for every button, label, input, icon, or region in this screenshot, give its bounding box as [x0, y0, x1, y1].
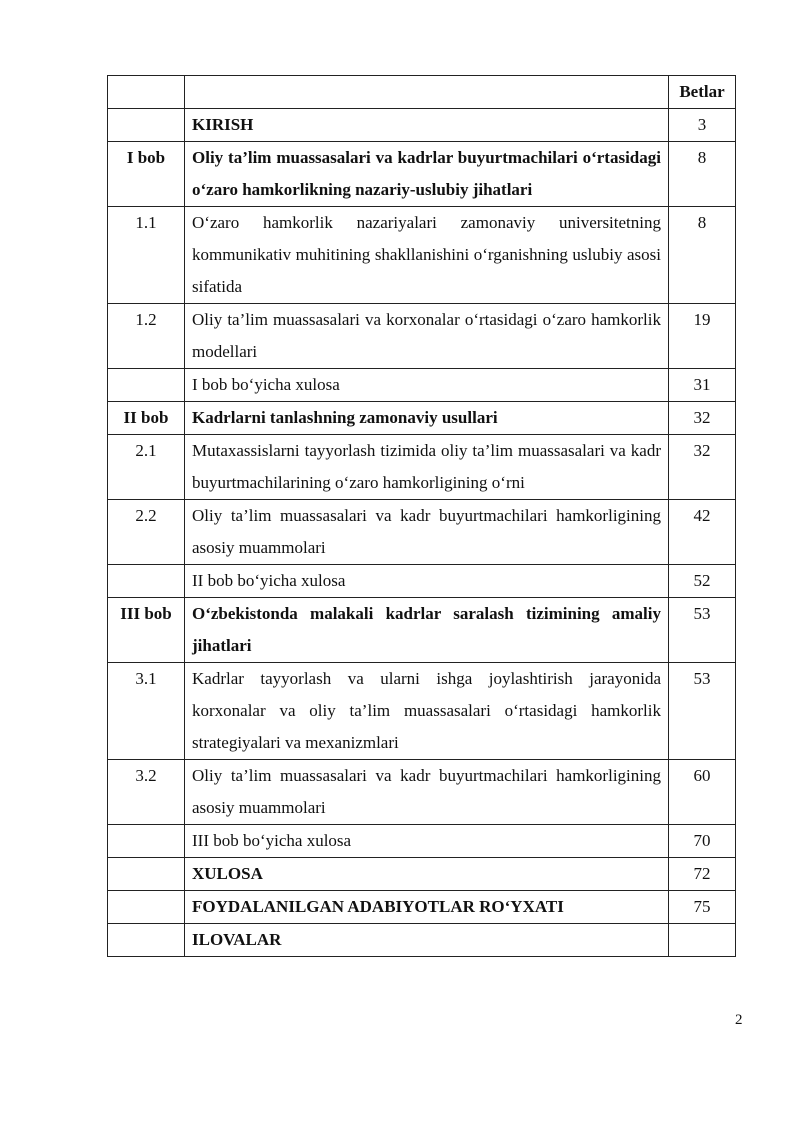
toc-entry-title: III bob bo‘yicha xulosa [185, 825, 669, 858]
toc-page-number: 19 [669, 304, 736, 369]
toc-entry-title: I bob bo‘yicha xulosa [185, 369, 669, 402]
toc-section-number: 3.2 [108, 760, 185, 825]
toc-page-number: 8 [669, 207, 736, 304]
toc-row [108, 598, 736, 663]
toc-section-number: 3.1 [108, 663, 185, 760]
toc-entry-title: Oliy ta’lim muassasalari va kadrlar buyurtmachilari o‘rtasidagi o‘zaro hamkorlikning nazariy-uslubiy jihatlari [185, 142, 669, 207]
toc-entry-title: Mutaxassislarni tayyorlash tizimida oliy ta’lim muassasalari va kadr buyurtmachilarining o‘zaro hamkorligining o‘rni [185, 435, 669, 500]
toc-section-number: 2.2 [108, 500, 185, 565]
toc-header-row [108, 76, 736, 109]
toc-section-number: 1.1 [108, 207, 185, 304]
toc-section-number [108, 109, 185, 142]
toc-row [108, 435, 736, 500]
toc-entry-title: Kadrlar tayyorlash va ularni ishga joylashtirish jarayonida korxonalar va oliy ta’lim muassasalari o‘rtasidagi hamkorlik strategiyalari va mexanizmlari [185, 663, 669, 760]
toc-body [108, 76, 736, 957]
toc-section-number [108, 858, 185, 891]
toc-section-number [108, 891, 185, 924]
header-pages-label: Betlar [669, 76, 736, 109]
toc-row [108, 891, 736, 924]
toc-page-number: 75 [669, 891, 736, 924]
toc-page-number: 42 [669, 500, 736, 565]
toc-page-number [669, 924, 736, 957]
toc-row [108, 924, 736, 957]
header-title-cell [185, 76, 669, 109]
toc-row [108, 402, 736, 435]
page-number: 2 [735, 1012, 743, 1028]
toc-page-number: 8 [669, 142, 736, 207]
toc-entry-title: FOYDALANILGAN ADABIYOTLAR RO‘YXATI [185, 891, 669, 924]
toc-section-number: I bob [108, 142, 185, 207]
toc-section-number: III bob [108, 598, 185, 663]
toc-page-number: 72 [669, 858, 736, 891]
toc-entry-title: O‘zbekistonda malakali kadrlar saralash tizimining amaliy jihatlari [185, 598, 669, 663]
toc-section-number: 1.2 [108, 304, 185, 369]
toc-entry-title: Oliy ta’lim muassasalari va kadr buyurtmachilari hamkorligining asosiy muammolari [185, 500, 669, 565]
toc-page-number: 32 [669, 435, 736, 500]
toc-page-number: 70 [669, 825, 736, 858]
toc-entry-title: Kadrlarni tanlashning zamonaviy usullari [185, 402, 669, 435]
header-section-cell [108, 76, 185, 109]
toc-section-number [108, 825, 185, 858]
toc-section-number [108, 565, 185, 598]
toc-section-number: II bob [108, 402, 185, 435]
toc-row [108, 825, 736, 858]
toc-row [108, 500, 736, 565]
toc-page-number: 60 [669, 760, 736, 825]
toc-row [108, 109, 736, 142]
toc-entry-title: Oliy ta’lim muassasalari va korxonalar o‘rtasidagi o‘zaro hamkorlik modellari [185, 304, 669, 369]
toc-row [108, 142, 736, 207]
toc-section-number [108, 369, 185, 402]
toc-entry-title: Oliy ta’lim muassasalari va kadr buyurtmachilari hamkorligining asosiy muammolari [185, 760, 669, 825]
toc-entry-title: XULOSA [185, 858, 669, 891]
toc-row [108, 858, 736, 891]
table-of-contents [107, 75, 736, 957]
toc-entry-title: II bob bo‘yicha xulosa [185, 565, 669, 598]
toc-section-number: 2.1 [108, 435, 185, 500]
toc-row [108, 207, 736, 304]
toc-row [108, 304, 736, 369]
toc-row [108, 663, 736, 760]
toc-entry-title: O‘zaro hamkorlik nazariyalari zamonaviy universitetning kommunikativ muhitining shakllanishini o‘rganishning uslubiy asosi sifatida [185, 207, 669, 304]
toc-page-number: 53 [669, 663, 736, 760]
toc-page-number: 32 [669, 402, 736, 435]
toc-page-number: 52 [669, 565, 736, 598]
toc-row [108, 369, 736, 402]
toc-row [108, 565, 736, 598]
toc-page-number: 31 [669, 369, 736, 402]
toc-section-number [108, 924, 185, 957]
toc-entry-title: ILOVALAR [185, 924, 669, 957]
toc-row [108, 760, 736, 825]
toc-page-number: 3 [669, 109, 736, 142]
toc-entry-title: KIRISH [185, 109, 669, 142]
toc-page-number: 53 [669, 598, 736, 663]
